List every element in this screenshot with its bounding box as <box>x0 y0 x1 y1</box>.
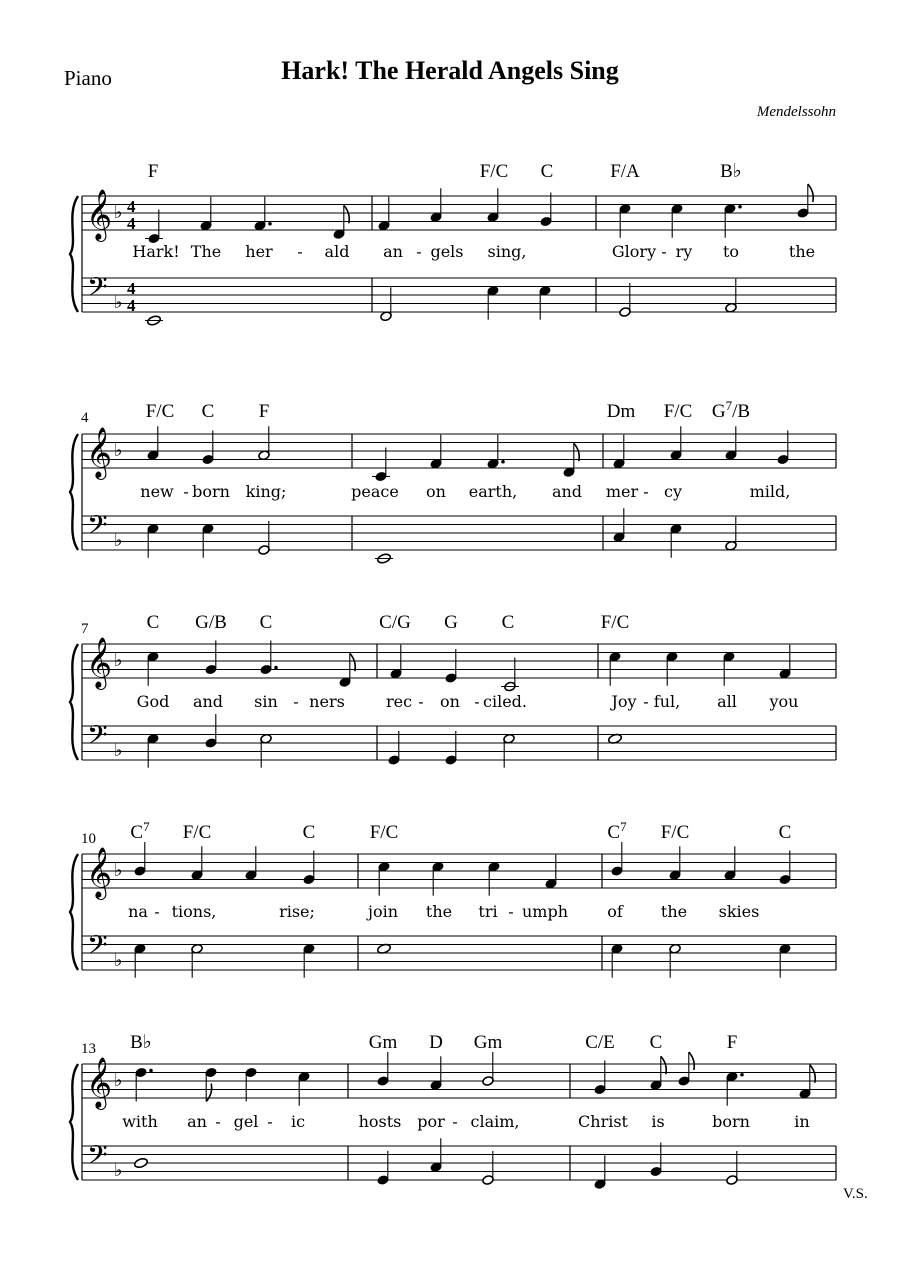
bass-note <box>258 521 270 555</box>
treble-note <box>487 435 505 469</box>
lyric-syllable: king; <box>245 482 287 501</box>
chord-symbol: C <box>146 612 160 633</box>
flat-key-signature-icon: ♭ <box>114 202 123 222</box>
lyric-syllable: skies <box>718 902 760 921</box>
flat-key-signature-icon: ♭ <box>114 440 123 460</box>
treble-note <box>145 210 163 244</box>
treble-note <box>254 197 272 231</box>
instrument-label: Piano <box>64 66 112 90</box>
chord-symbol: F <box>726 1032 738 1053</box>
treble-clef-icon: 𝄞 <box>86 638 113 687</box>
lyric-syllable: with <box>122 1112 158 1131</box>
bass-clef-icon: 𝄢 <box>87 272 108 308</box>
bass-note <box>726 1151 738 1185</box>
brace <box>70 196 78 312</box>
treble-clef-icon: 𝄞 <box>86 190 113 239</box>
brace <box>70 854 78 970</box>
lyric-syllable: mer <box>605 482 639 501</box>
bass-note <box>191 943 203 977</box>
bass-note <box>202 523 214 557</box>
lyric-syllable: and <box>551 482 583 501</box>
bass-staff <box>82 278 836 312</box>
lyric-syllable: claim, <box>470 1112 520 1131</box>
treble-note <box>445 649 457 683</box>
treble-note <box>799 1065 815 1099</box>
lyric-syllable: cy <box>664 482 682 501</box>
treble-note <box>430 1056 442 1090</box>
lyric-syllable: new <box>140 482 174 501</box>
chord-symbol: Dm <box>606 401 636 422</box>
staff-system <box>70 161 836 326</box>
brace <box>70 644 78 760</box>
brace <box>70 434 78 550</box>
chord-symbol: C <box>201 401 215 422</box>
treble-note <box>191 846 203 880</box>
bass-clef-icon: 𝄢 <box>87 1140 108 1176</box>
lyric-syllable: ald <box>324 242 350 261</box>
bass-note <box>147 733 159 767</box>
treble-staff <box>82 434 836 468</box>
chord-symbol: F/C <box>663 401 693 422</box>
bass-note <box>725 279 737 313</box>
treble-note <box>650 1056 666 1090</box>
lyric-syllable: - <box>474 692 480 711</box>
treble-note <box>298 1071 310 1105</box>
page-title: Hark! The Herald Angels Sing <box>281 56 619 85</box>
chord-symbol: F/C <box>145 401 175 422</box>
bass-note <box>482 1151 494 1185</box>
chord-symbol: C <box>649 1032 663 1053</box>
chord-symbol: $G^7/B$ <box>711 398 751 422</box>
lyric-syllable: sing, <box>487 242 527 261</box>
treble-note <box>430 188 442 222</box>
bass-time-signature-top: 4 <box>127 279 136 298</box>
lyric-syllable: rise; <box>279 902 315 921</box>
lyric-syllable: - <box>183 482 189 501</box>
bass-note <box>134 943 146 977</box>
staff-system <box>70 398 836 564</box>
treble-staff <box>82 644 836 678</box>
chord-symbol: D <box>429 1032 443 1053</box>
treble-note <box>378 861 390 895</box>
treble-note <box>482 1052 494 1086</box>
treble-note <box>303 851 315 885</box>
chord-symbol: C <box>778 822 792 843</box>
treble-note <box>725 426 737 460</box>
treble-clef-icon: 𝄞 <box>86 848 113 897</box>
brace <box>70 1064 78 1180</box>
flat-key-signature-icon: ♭ <box>114 530 123 550</box>
bass-note <box>260 733 272 767</box>
lyric-syllable: - <box>297 242 303 261</box>
bass-note <box>619 283 631 317</box>
treble-note <box>378 197 390 231</box>
chord-symbol: G <box>444 612 458 633</box>
lyric-syllable: por <box>417 1112 445 1131</box>
bass-note <box>650 1143 662 1177</box>
lyric-syllable: umph <box>521 902 569 921</box>
bass-note <box>377 1151 389 1185</box>
chord-symbol: C <box>501 612 515 633</box>
bass-note <box>134 1157 149 1169</box>
lyric-syllable: - <box>267 1112 273 1131</box>
treble-staff <box>82 1064 836 1098</box>
treble-note <box>134 842 146 876</box>
chord-symbol: F/A <box>610 161 640 182</box>
treble-note <box>372 448 390 482</box>
bass-note <box>430 1138 442 1172</box>
bass-clef-icon: 𝄢 <box>87 720 108 756</box>
treble-note <box>670 426 682 460</box>
treble-note <box>619 203 631 237</box>
lyric-syllable: join <box>367 902 399 921</box>
lyric-syllable: - <box>452 1112 458 1131</box>
chord-symbol: F/C <box>600 612 630 633</box>
lyric-syllable: gel <box>233 1112 259 1131</box>
bass-clef-icon: 𝄢 <box>87 930 108 966</box>
lyric-syllable: earth, <box>468 482 518 501</box>
treble-clef-icon: 𝄞 <box>86 428 113 477</box>
bass-clef-icon: 𝄢 <box>87 510 108 546</box>
flat-key-signature-icon: ♭ <box>114 292 123 312</box>
bass-note <box>380 287 392 321</box>
bass-note <box>611 943 623 977</box>
lyric-syllable: mild, <box>749 482 791 501</box>
volti-subito-mark: V.S. <box>843 1186 868 1202</box>
bass-note <box>725 517 737 551</box>
lyric-syllable: you <box>769 692 799 711</box>
flat-key-signature-icon: ♭ <box>114 650 123 670</box>
chord-symbol: C <box>259 612 273 633</box>
lyric-syllable: gels <box>430 242 464 261</box>
treble-note <box>200 197 212 231</box>
chord-symbol: F <box>258 401 270 422</box>
flat-key-signature-icon: ♭ <box>114 1070 123 1090</box>
lyric-syllable: the <box>660 902 688 921</box>
measure-number: 13 <box>81 1041 96 1057</box>
chord-symbol: B♭ <box>130 1032 152 1053</box>
chord-symbol: C <box>302 822 316 843</box>
bass-note <box>503 733 515 767</box>
lyric-syllable: - <box>416 242 422 261</box>
bass-note <box>145 315 163 327</box>
staff-system <box>70 1032 836 1190</box>
lyric-syllable: - <box>643 482 649 501</box>
bass-note <box>375 553 393 565</box>
treble-note <box>545 855 557 889</box>
chord-symbol: F/C <box>660 822 690 843</box>
treble-note <box>333 205 349 239</box>
lyric-syllable: the <box>425 902 453 921</box>
treble-note <box>594 1061 606 1095</box>
treble-note <box>377 1052 389 1086</box>
treble-note <box>724 846 736 880</box>
lyric-syllable: - <box>643 692 649 711</box>
chord-symbol: F/C <box>182 822 212 843</box>
lyric-syllable: - <box>661 242 667 261</box>
bass-note <box>445 731 457 765</box>
lyric-syllable: Joy <box>611 692 637 711</box>
lyric-syllable: Christ <box>578 1112 628 1131</box>
staff-system <box>70 612 836 768</box>
treble-note <box>147 651 159 685</box>
chord-symbol: C/E <box>585 1032 615 1053</box>
treble-note <box>540 193 552 227</box>
chord-symbol: Gm <box>368 1032 398 1053</box>
treble-note <box>205 1067 217 1101</box>
lyric-syllable: born <box>712 1112 750 1131</box>
lyric-syllable: na <box>128 902 148 921</box>
treble-note <box>666 651 678 685</box>
treble-note <box>777 431 789 465</box>
lyric-syllable: ic <box>290 1112 306 1131</box>
lyric-syllable: on <box>426 482 446 501</box>
treble-note <box>488 861 500 895</box>
bass-note <box>147 523 159 557</box>
lyric-syllable: an <box>187 1112 207 1131</box>
lyric-syllable: - <box>215 1112 221 1131</box>
bass-note <box>594 1155 606 1189</box>
treble-staff <box>82 196 836 230</box>
treble-time-signature-bottom: 4 <box>127 214 136 233</box>
chord-symbol: C <box>540 161 554 182</box>
treble-note <box>147 426 159 460</box>
bass-note <box>303 943 315 977</box>
chord-symbol: F <box>147 161 159 182</box>
bass-note <box>779 943 791 977</box>
lyric-syllable: God <box>136 692 170 711</box>
lyric-syllable: - <box>508 902 514 921</box>
bass-staff <box>82 1146 836 1180</box>
lyric-syllable: - <box>154 902 160 921</box>
lyric-syllable: Glory <box>611 242 657 261</box>
flat-key-signature-icon: ♭ <box>114 740 123 760</box>
bass-staff <box>82 726 836 760</box>
lyric-syllable: ciled. <box>483 692 527 711</box>
lyric-syllable: tions, <box>171 902 217 921</box>
treble-note <box>779 645 791 679</box>
chord-symbol: $C^7$ <box>130 819 150 843</box>
treble-note <box>724 203 742 237</box>
treble-note <box>202 431 214 465</box>
measure-number: 10 <box>81 831 96 847</box>
lyric-syllable: tri <box>478 902 498 921</box>
chord-symbol: F/C <box>479 161 509 182</box>
treble-note <box>726 1071 744 1105</box>
bass-staff <box>82 516 836 550</box>
treble-note <box>723 651 735 685</box>
measure-number: 4 <box>81 410 89 426</box>
treble-note <box>245 846 257 880</box>
treble-note <box>613 435 625 469</box>
flat-key-signature-icon: ♭ <box>114 860 123 880</box>
treble-note <box>430 435 442 469</box>
composer-credit: Mendelssohn <box>756 104 836 120</box>
chord-symbol: Gm <box>473 1032 503 1053</box>
bass-note <box>487 285 499 319</box>
lyric-syllable: on <box>440 692 460 711</box>
bass-note <box>669 943 681 977</box>
treble-note <box>245 1067 257 1101</box>
treble-note <box>390 645 402 679</box>
treble-note <box>609 651 621 685</box>
treble-note <box>669 846 681 880</box>
measure-number: 7 <box>81 621 89 637</box>
treble-time-signature-top: 4 <box>127 197 136 216</box>
treble-staff <box>82 854 836 888</box>
lyric-syllable: sin <box>254 692 278 711</box>
flat-key-signature-icon: ♭ <box>114 1160 123 1180</box>
treble-clef-icon: 𝄞 <box>86 1058 113 1107</box>
lyric-syllable: The <box>190 242 222 261</box>
treble-note <box>779 851 791 885</box>
bass-note <box>613 508 625 542</box>
treble-note <box>563 443 579 477</box>
chord-symbol: G/B <box>195 612 227 633</box>
chord-symbol: F/C <box>369 822 399 843</box>
treble-note <box>432 861 444 895</box>
lyric-syllable: born <box>192 482 230 501</box>
lyric-syllable: Hark! <box>132 242 180 261</box>
lyric-syllable: ful, <box>653 692 681 711</box>
lyric-syllable: - <box>293 692 299 711</box>
chord-symbol: B♭ <box>720 161 742 182</box>
flat-key-signature-icon: ♭ <box>114 950 123 970</box>
treble-note <box>611 842 623 876</box>
bass-note <box>388 731 400 765</box>
lyric-syllable: in <box>794 1112 810 1131</box>
lyric-syllable: all <box>717 692 737 711</box>
lyric-syllable: ry <box>675 242 693 261</box>
lyric-syllable: to <box>722 242 740 261</box>
lyric-syllable: rec <box>385 692 413 711</box>
bass-note <box>670 523 682 557</box>
treble-note <box>339 653 355 687</box>
lyric-syllable: an <box>383 242 403 261</box>
chord-symbol: $C^7$ <box>607 819 627 843</box>
treble-note <box>501 658 519 692</box>
treble-note <box>258 426 270 460</box>
staff-system <box>70 819 836 978</box>
lyric-syllable: peace <box>351 482 399 501</box>
lyric-syllable: her <box>245 242 273 261</box>
bass-note <box>205 714 217 748</box>
treble-note <box>487 188 499 222</box>
lyric-syllable: hosts <box>358 1112 402 1131</box>
lyric-syllable: the <box>788 242 816 261</box>
lyric-syllable: is <box>651 1112 665 1131</box>
treble-note <box>671 203 683 237</box>
lyric-syllable: of <box>607 902 623 921</box>
lyric-syllable: - <box>418 692 424 711</box>
bass-note <box>539 285 551 319</box>
bass-time-signature-bottom: 4 <box>127 296 136 315</box>
treble-note <box>205 641 217 675</box>
chord-symbol: C/G <box>379 612 411 633</box>
lyric-syllable: and <box>192 692 224 711</box>
lyric-syllable: ners <box>309 692 345 711</box>
